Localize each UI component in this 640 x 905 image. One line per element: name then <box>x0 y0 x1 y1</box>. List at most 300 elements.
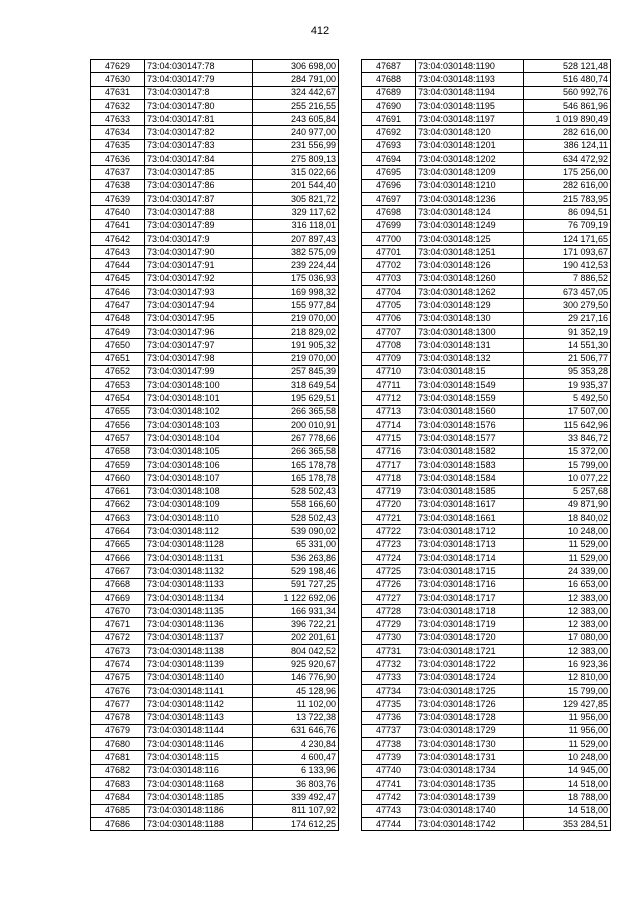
cadastral-number-cell: 73:04:030148:1661 <box>416 512 524 525</box>
row-number-cell: 47667 <box>91 565 145 578</box>
value-cell: 10 248,00 <box>524 751 611 764</box>
row-number-cell: 47690 <box>362 99 416 112</box>
cadastral-number-cell: 73:04:030148:1210 <box>416 179 524 192</box>
row-number-cell: 47695 <box>362 166 416 179</box>
value-cell: 539 090,02 <box>253 525 339 538</box>
cadastral-number-cell: 73:04:030148:1585 <box>416 485 524 498</box>
cadastral-number-cell: 73:04:030147:88 <box>145 206 253 219</box>
row-number-cell: 47655 <box>91 405 145 418</box>
row-number-cell: 47682 <box>91 764 145 777</box>
table-row <box>91 565 339 578</box>
value-cell: 18 788,00 <box>524 791 611 804</box>
row-number-cell: 47657 <box>91 432 145 445</box>
row-number-cell: 47744 <box>362 817 416 830</box>
cadastral-number-cell: 73:04:030148:1188 <box>145 817 253 830</box>
table-row <box>91 166 339 179</box>
value-cell: 11 529,00 <box>524 738 611 751</box>
value-cell: 215 783,95 <box>524 192 611 205</box>
row-number-cell: 47741 <box>362 778 416 791</box>
row-number-cell: 47637 <box>91 166 145 179</box>
table-row <box>91 671 339 684</box>
table-row <box>362 538 611 551</box>
value-cell: 243 605,84 <box>253 113 339 126</box>
cadastral-number-cell: 73:04:030147:97 <box>145 339 253 352</box>
cadastral-number-cell: 73:04:030147:92 <box>145 272 253 285</box>
value-cell: 536 263,86 <box>253 551 339 564</box>
value-cell: 175 036,93 <box>253 272 339 285</box>
cadastral-number-cell: 73:04:030148:1617 <box>416 498 524 511</box>
value-cell: 528 502,43 <box>253 485 339 498</box>
row-number-cell: 47740 <box>362 764 416 777</box>
row-number-cell: 47638 <box>91 179 145 192</box>
table-row <box>362 778 611 791</box>
value-cell: 300 279,50 <box>524 299 611 312</box>
table-row <box>362 99 611 112</box>
row-number-cell: 47685 <box>91 804 145 817</box>
table-row <box>91 179 339 192</box>
row-number-cell: 47654 <box>91 392 145 405</box>
cadastral-number-cell: 73:04:030148:130 <box>416 312 524 325</box>
cadastral-number-cell: 73:04:030148:1185 <box>145 791 253 804</box>
row-number-cell: 47701 <box>362 246 416 259</box>
row-number-cell: 47732 <box>362 658 416 671</box>
value-cell: 95 353,28 <box>524 365 611 378</box>
cadastral-number-cell: 73:04:030148:1713 <box>416 538 524 551</box>
table-row <box>362 299 611 312</box>
row-number-cell: 47669 <box>91 591 145 604</box>
cadastral-number-cell: 73:04:030147:86 <box>145 179 253 192</box>
row-number-cell: 47648 <box>91 312 145 325</box>
table-row <box>362 232 611 245</box>
value-cell: 29 217,16 <box>524 312 611 325</box>
value-cell: 15 372,00 <box>524 445 611 458</box>
row-number-cell: 47738 <box>362 738 416 751</box>
value-cell: 155 977,84 <box>253 299 339 312</box>
row-number-cell: 47687 <box>362 60 416 73</box>
row-number-cell: 47697 <box>362 192 416 205</box>
table-row <box>91 658 339 671</box>
table-row <box>91 804 339 817</box>
table-row <box>91 684 339 697</box>
cadastral-number-cell: 73:04:030148:102 <box>145 405 253 418</box>
table-row <box>362 631 611 644</box>
cadastral-number-cell: 73:04:030148:129 <box>416 299 524 312</box>
cadastral-number-cell: 73:04:030148:1260 <box>416 272 524 285</box>
row-number-cell: 47634 <box>91 126 145 139</box>
value-cell: 324 442,67 <box>253 86 339 99</box>
table-row <box>91 645 339 658</box>
row-number-cell: 47692 <box>362 126 416 139</box>
cadastral-number-cell: 73:04:030148:1137 <box>145 631 253 644</box>
cadastral-number-cell: 73:04:030147:8 <box>145 86 253 99</box>
table-row <box>91 419 339 432</box>
row-number-cell: 47686 <box>91 817 145 830</box>
cadastral-number-cell: 73:04:030147:89 <box>145 219 253 232</box>
table-row <box>362 405 611 418</box>
cadastral-number-cell: 73:04:030148:107 <box>145 472 253 485</box>
value-cell: 115 642,96 <box>524 419 611 432</box>
row-number-cell: 47663 <box>91 512 145 525</box>
table-row <box>362 153 611 166</box>
row-number-cell: 47683 <box>91 778 145 791</box>
cadastral-number-cell: 73:04:030148:1138 <box>145 645 253 658</box>
row-number-cell: 47678 <box>91 711 145 724</box>
row-number-cell: 47661 <box>91 485 145 498</box>
row-number-cell: 47635 <box>91 139 145 152</box>
table-row <box>362 392 611 405</box>
table-row <box>91 525 339 538</box>
table-row <box>362 179 611 192</box>
row-number-cell: 47726 <box>362 578 416 591</box>
cadastral-number-cell: 73:04:030148:1729 <box>416 724 524 737</box>
cadastral-number-cell: 73:04:030148:1197 <box>416 113 524 126</box>
cadastral-number-cell: 73:04:030148:1251 <box>416 246 524 259</box>
cadastral-number-cell: 73:04:030148:1262 <box>416 286 524 299</box>
cadastral-number-cell: 73:04:030148:131 <box>416 339 524 352</box>
row-number-cell: 47734 <box>362 684 416 697</box>
cadastral-number-cell: 73:04:030148:1194 <box>416 86 524 99</box>
value-cell: 14 945,00 <box>524 764 611 777</box>
value-cell: 12 383,00 <box>524 618 611 631</box>
table-row <box>91 578 339 591</box>
value-cell: 45 128,96 <box>253 684 339 697</box>
value-cell: 124 171,65 <box>524 232 611 245</box>
value-cell: 200 010,91 <box>253 419 339 432</box>
table-row <box>91 192 339 205</box>
value-cell: 396 722,21 <box>253 618 339 631</box>
cadastral-number-cell: 73:04:030148:1560 <box>416 405 524 418</box>
cadastral-number-cell: 73:04:030148:1577 <box>416 432 524 445</box>
row-number-cell: 47631 <box>91 86 145 99</box>
table-row <box>362 658 611 671</box>
cadastral-number-cell: 73:04:030148:1134 <box>145 591 253 604</box>
table-row <box>91 339 339 352</box>
table-row <box>362 738 611 751</box>
table-row <box>362 764 611 777</box>
row-number-cell: 47652 <box>91 365 145 378</box>
value-cell: 17 080,00 <box>524 631 611 644</box>
table-row <box>91 445 339 458</box>
value-cell: 266 365,58 <box>253 445 339 458</box>
table-row <box>91 246 339 259</box>
cadastral-number-cell: 73:04:030148:1726 <box>416 698 524 711</box>
row-number-cell: 47658 <box>91 445 145 458</box>
value-cell: 76 709,19 <box>524 219 611 232</box>
row-number-cell: 47689 <box>362 86 416 99</box>
table-row <box>91 60 339 73</box>
row-number-cell: 47651 <box>91 352 145 365</box>
table-row <box>362 817 611 830</box>
row-number-cell: 47728 <box>362 605 416 618</box>
cadastral-number-cell: 73:04:030148:104 <box>145 432 253 445</box>
row-number-cell: 47671 <box>91 618 145 631</box>
value-cell: 558 166,60 <box>253 498 339 511</box>
table-row <box>362 352 611 365</box>
table-row <box>91 605 339 618</box>
table-row <box>362 60 611 73</box>
table-row <box>362 512 611 525</box>
table-row <box>91 286 339 299</box>
row-number-cell: 47743 <box>362 804 416 817</box>
cadastral-number-cell: 73:04:030148:110 <box>145 512 253 525</box>
value-cell: 91 352,19 <box>524 325 611 338</box>
cadastral-number-cell: 73:04:030148:1739 <box>416 791 524 804</box>
value-cell: 11 956,00 <box>524 724 611 737</box>
cadastral-number-cell: 73:04:030147:98 <box>145 352 253 365</box>
table-row <box>91 219 339 232</box>
cadastral-number-cell: 73:04:030148:1576 <box>416 419 524 432</box>
value-cell: 11 956,00 <box>524 711 611 724</box>
row-number-cell: 47705 <box>362 299 416 312</box>
row-number-cell: 47643 <box>91 246 145 259</box>
value-cell: 5 492,50 <box>524 392 611 405</box>
table-row <box>91 86 339 99</box>
table-row <box>362 445 611 458</box>
cadastral-number-cell: 73:04:030148:1186 <box>145 804 253 817</box>
table-row <box>362 73 611 86</box>
value-cell: 339 492,47 <box>253 791 339 804</box>
row-number-cell: 47693 <box>362 139 416 152</box>
table-row <box>91 312 339 325</box>
table-row <box>362 525 611 538</box>
value-cell: 315 022,66 <box>253 166 339 179</box>
cadastral-number-cell: 73:04:030147:90 <box>145 246 253 259</box>
value-cell: 275 809,13 <box>253 153 339 166</box>
table-row <box>362 578 611 591</box>
table-row <box>362 113 611 126</box>
cadastral-number-cell: 73:04:030148:108 <box>145 485 253 498</box>
row-number-cell: 47702 <box>362 259 416 272</box>
table-row <box>91 458 339 471</box>
row-number-cell: 47696 <box>362 179 416 192</box>
table-row <box>91 153 339 166</box>
cadastral-number-cell: 73:04:030148:1209 <box>416 166 524 179</box>
value-cell: 14 518,00 <box>524 804 611 817</box>
value-cell: 15 799,00 <box>524 684 611 697</box>
row-number-cell: 47684 <box>91 791 145 804</box>
row-number-cell: 47644 <box>91 259 145 272</box>
value-cell: 329 117,62 <box>253 206 339 219</box>
table-row <box>91 206 339 219</box>
value-cell: 219 070,00 <box>253 352 339 365</box>
cadastral-number-cell: 73:04:030148:1734 <box>416 764 524 777</box>
table-row <box>91 738 339 751</box>
row-number-cell: 47711 <box>362 379 416 392</box>
value-cell: 925 920,67 <box>253 658 339 671</box>
table-row <box>362 751 611 764</box>
table-row <box>362 272 611 285</box>
cadastral-number-cell: 73:04:030148:101 <box>145 392 253 405</box>
cadastral-number-cell: 73:04:030148:116 <box>145 764 253 777</box>
value-cell: 318 649,54 <box>253 379 339 392</box>
table-row <box>362 804 611 817</box>
cadastral-number-cell: 73:04:030148:1190 <box>416 60 524 73</box>
row-number-cell: 47640 <box>91 206 145 219</box>
cadastral-number-cell: 73:04:030148:1146 <box>145 738 253 751</box>
cadastral-number-cell: 73:04:030148:120 <box>416 126 524 139</box>
table-row <box>91 272 339 285</box>
value-cell: 11 102,00 <box>253 698 339 711</box>
row-number-cell: 47641 <box>91 219 145 232</box>
row-number-cell: 47723 <box>362 538 416 551</box>
value-cell: 239 224,44 <box>253 259 339 272</box>
value-cell: 16 923,36 <box>524 658 611 671</box>
table-row <box>362 565 611 578</box>
cadastral-number-cell: 73:04:030148:1725 <box>416 684 524 697</box>
cadastral-table-right <box>361 59 611 831</box>
row-number-cell: 47712 <box>362 392 416 405</box>
table-row <box>362 645 611 658</box>
cadastral-number-cell: 73:04:030148:1236 <box>416 192 524 205</box>
cadastral-number-cell: 73:04:030148:132 <box>416 352 524 365</box>
row-number-cell: 47647 <box>91 299 145 312</box>
table-row <box>362 791 611 804</box>
cadastral-number-cell: 73:04:030148:1202 <box>416 153 524 166</box>
row-number-cell: 47677 <box>91 698 145 711</box>
row-number-cell: 47679 <box>91 724 145 737</box>
page-number: 412 <box>310 25 330 37</box>
row-number-cell: 47645 <box>91 272 145 285</box>
value-cell: 631 646,76 <box>253 724 339 737</box>
value-cell: 316 118,01 <box>253 219 339 232</box>
value-cell: 11 529,00 <box>524 538 611 551</box>
value-cell: 11 529,00 <box>524 551 611 564</box>
cadastral-number-cell: 73:04:030147:87 <box>145 192 253 205</box>
cadastral-number-cell: 73:04:030148:1142 <box>145 698 253 711</box>
table-row <box>91 631 339 644</box>
row-number-cell: 47715 <box>362 432 416 445</box>
table-row <box>91 472 339 485</box>
row-number-cell: 47706 <box>362 312 416 325</box>
row-number-cell: 47660 <box>91 472 145 485</box>
value-cell: 175 256,00 <box>524 166 611 179</box>
table-row <box>362 286 611 299</box>
table-row <box>362 458 611 471</box>
row-number-cell: 47646 <box>91 286 145 299</box>
row-number-cell: 47694 <box>362 153 416 166</box>
value-cell: 673 457,05 <box>524 286 611 299</box>
table-row <box>91 698 339 711</box>
cadastral-number-cell: 73:04:030148:1728 <box>416 711 524 724</box>
table-row <box>91 113 339 126</box>
value-cell: 7 886,52 <box>524 272 611 285</box>
value-cell: 528 502,43 <box>253 512 339 525</box>
table-row <box>362 365 611 378</box>
table-row <box>362 698 611 711</box>
row-number-cell: 47717 <box>362 458 416 471</box>
cadastral-number-cell: 73:04:030148:112 <box>145 525 253 538</box>
table-row <box>362 591 611 604</box>
row-number-cell: 47636 <box>91 153 145 166</box>
value-cell: 15 799,00 <box>524 458 611 471</box>
table-row <box>362 671 611 684</box>
value-cell: 207 897,43 <box>253 232 339 245</box>
cadastral-number-cell: 73:04:030148:100 <box>145 379 253 392</box>
cadastral-number-cell: 73:04:030148:1132 <box>145 565 253 578</box>
value-cell: 13 722,38 <box>253 711 339 724</box>
cadastral-number-cell: 73:04:030148:1583 <box>416 458 524 471</box>
cadastral-number-cell: 73:04:030148:1712 <box>416 525 524 538</box>
cadastral-number-cell: 73:04:030148:1128 <box>145 538 253 551</box>
table-row <box>91 724 339 737</box>
table-row <box>91 325 339 338</box>
value-cell: 516 480,74 <box>524 73 611 86</box>
value-cell: 201 544,40 <box>253 179 339 192</box>
value-cell: 12 810,00 <box>524 671 611 684</box>
row-number-cell: 47688 <box>362 73 416 86</box>
cadastral-number-cell: 73:04:030147:96 <box>145 325 253 338</box>
cadastral-number-cell: 73:04:030148:1140 <box>145 671 253 684</box>
value-cell: 240 977,00 <box>253 126 339 139</box>
value-cell: 14 551,30 <box>524 339 611 352</box>
cadastral-number-cell: 73:04:030148:1559 <box>416 392 524 405</box>
row-number-cell: 47704 <box>362 286 416 299</box>
cadastral-number-cell: 73:04:030148:1735 <box>416 778 524 791</box>
table-row <box>362 166 611 179</box>
cadastral-number-cell: 73:04:030147:91 <box>145 259 253 272</box>
cadastral-number-cell: 73:04:030148:109 <box>145 498 253 511</box>
table-row <box>91 405 339 418</box>
table-row <box>362 684 611 697</box>
cadastral-number-cell: 73:04:030148:15 <box>416 365 524 378</box>
value-cell: 191 905,32 <box>253 339 339 352</box>
value-cell: 528 121,48 <box>524 60 611 73</box>
row-number-cell: 47727 <box>362 591 416 604</box>
value-cell: 10 248,00 <box>524 525 611 538</box>
value-cell: 1 122 692,06 <box>253 591 339 604</box>
value-cell: 86 094,51 <box>524 206 611 219</box>
cadastral-table-left <box>90 59 339 831</box>
cadastral-number-cell: 73:04:030148:1715 <box>416 565 524 578</box>
table-row <box>362 379 611 392</box>
cadastral-number-cell: 73:04:030147:84 <box>145 153 253 166</box>
cadastral-number-cell: 73:04:030148:1141 <box>145 684 253 697</box>
value-cell: 169 998,32 <box>253 286 339 299</box>
row-number-cell: 47674 <box>91 658 145 671</box>
row-number-cell: 47672 <box>91 631 145 644</box>
value-cell: 306 698,00 <box>253 60 339 73</box>
value-cell: 195 629,51 <box>253 392 339 405</box>
table-row <box>362 86 611 99</box>
row-number-cell: 47676 <box>91 684 145 697</box>
table-row <box>91 365 339 378</box>
row-number-cell: 47742 <box>362 791 416 804</box>
cadastral-number-cell: 73:04:030148:115 <box>145 751 253 764</box>
value-cell: 174 612,25 <box>253 817 339 830</box>
table-row <box>91 126 339 139</box>
row-number-cell: 47680 <box>91 738 145 751</box>
cadastral-number-cell: 73:04:030148:1249 <box>416 219 524 232</box>
row-number-cell: 47662 <box>91 498 145 511</box>
table-row <box>91 352 339 365</box>
value-cell: 33 846,72 <box>524 432 611 445</box>
value-cell: 218 829,02 <box>253 325 339 338</box>
table-row <box>91 751 339 764</box>
value-cell: 49 871,90 <box>524 498 611 511</box>
value-cell: 591 727,25 <box>253 578 339 591</box>
row-number-cell: 47630 <box>91 73 145 86</box>
table-row <box>362 312 611 325</box>
row-number-cell: 47699 <box>362 219 416 232</box>
row-number-cell: 47737 <box>362 724 416 737</box>
table-row <box>362 605 611 618</box>
value-cell: 266 365,58 <box>253 405 339 418</box>
cadastral-number-cell: 73:04:030148:1144 <box>145 724 253 737</box>
row-number-cell: 47691 <box>362 113 416 126</box>
value-cell: 14 518,00 <box>524 778 611 791</box>
row-number-cell: 47649 <box>91 325 145 338</box>
table-row <box>362 126 611 139</box>
